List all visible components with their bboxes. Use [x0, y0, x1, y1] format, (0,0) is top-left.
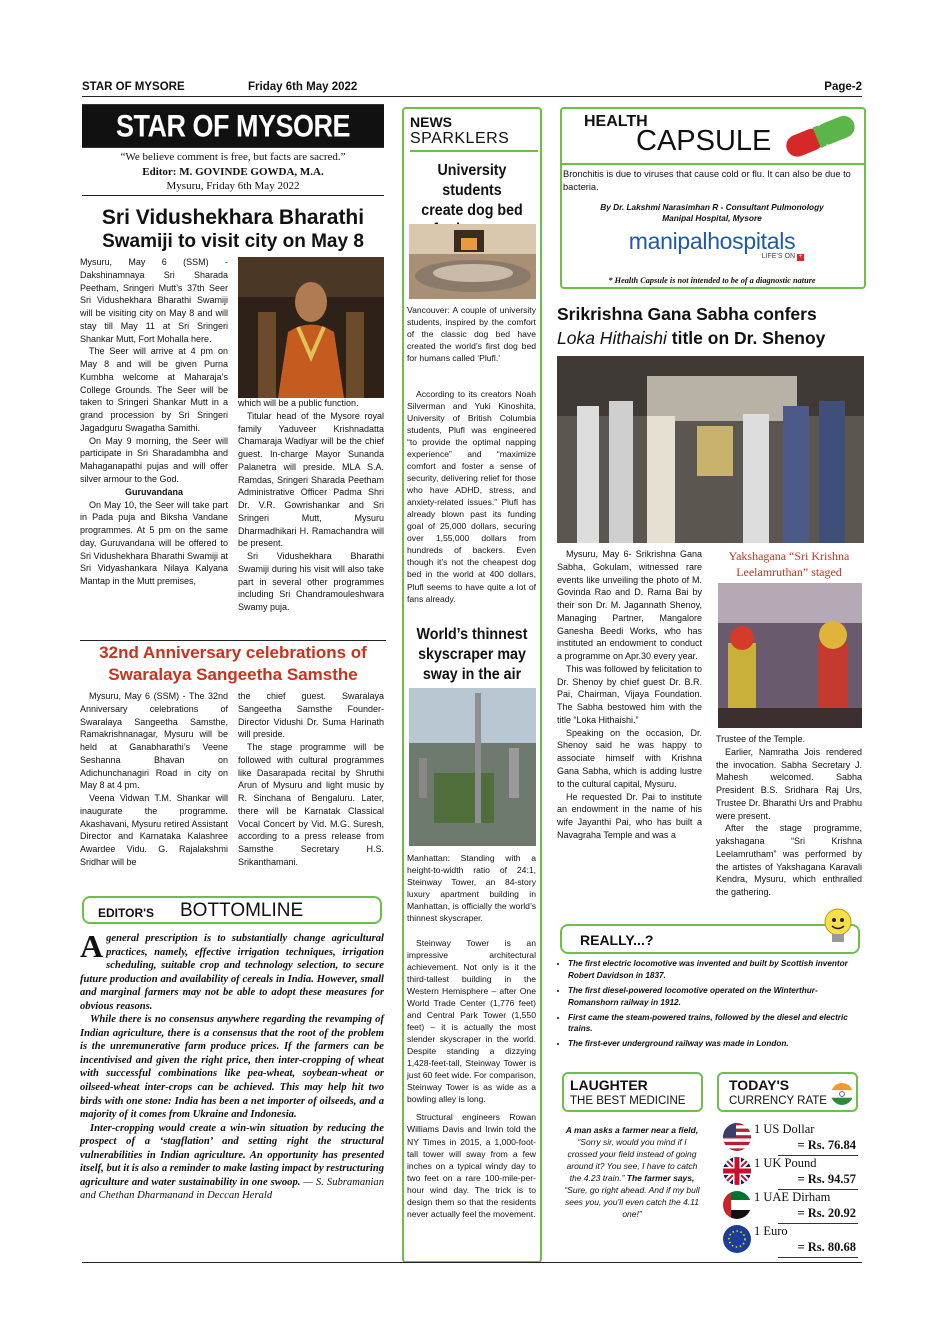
sparklers-p1: According to its creators Noah Silverman and Yuki Kinoshita, University of British Columbia students, Plufl was engineered “to provide the optimal napping experience” and “maximize comfort and foster a sense of security, delivering relief for those who have ADHD, stress, and anxiety-related issues.” Plufl has already blown past its funding goal of 25,000 dollars, securing over 1,55,000 dollars from hundreds of backers. Even though it’s not the cheapest dog bed in the world at 400 dollars, Plufl seems to have quite a lot of fans already. — [407, 389, 536, 604]
currency-name: 1 Euro — [754, 1224, 788, 1238]
story3-headline: Srikrishna Gana Sabha confers Loka Hithaishi title on Dr. Shenoy — [557, 304, 826, 349]
felicitation-image — [557, 356, 864, 543]
sparklers-label1: NEWS — [410, 114, 452, 130]
dog-bed-photo — [409, 224, 536, 299]
laughter-label1: LAUGHTER — [570, 1077, 648, 1093]
story2-para: Mysuru, May 6 (SSM) - The 32nd Anniversary celebrations of Swaralaya Sangeetha Samsthe, Ramakrishnanagar, Mysuru will be held at Ganabharathi’s Veene Seshanna Bhavan on Adichunchanagiri Road in city on May 8 at 4 pm. — [80, 691, 228, 791]
list-item: • The first electric locomotive was invented and built by Scottish inventor Robert Davidson in 1837. — [568, 958, 863, 982]
footer-rule — [82, 1262, 862, 1263]
sparklers-cap2: Manhattan: Standing with a height-to-width ratio of 24:1, Steinway Tower, an 84-story luxury apartment building in Manhattan, is officially the world’s thinnest skyscraper. — [407, 853, 536, 924]
header-date: Friday 6th May 2022 — [248, 81, 358, 93]
editorial-body — [80, 928, 385, 1203]
editorial-label2: BOTTOMLINE — [180, 900, 304, 921]
editorial-credit: — S. Subramanian and Chethan Dharmanand in Deccan Herald — [80, 1176, 384, 1202]
uae-flag-icon — [722, 1190, 752, 1220]
currency-row-aed — [718, 1190, 860, 1224]
really-list — [558, 958, 863, 1053]
story1-para: which will be a public function. — [238, 398, 359, 408]
story3-para: This was followed by felicitation to Dr. Shenoy by chief guest Dr. B.R. Pai, Chairman, Vijaya Foundation. The Sabha bestowed him with the title “Loka Hithaishi.” — [557, 663, 702, 725]
story1-para: Titular head of the Mysore royal family Yaduveer Krishnadatta Chamaraja Wadiyar will be the chief guest. In-charge Mayor Sunanda Palanetra will preside. MLA S.A. Ramdas, Sringeri Sharada Peetham Administrative Officer Padma Shri Dr. V.R. Gowrishankar and Sri Sringeri Mutt, Mysuru Dharmadhikari H. Ramachandra will be present. — [238, 410, 384, 549]
sparklers-h2: World’s thinnest skyscraper may sway in the air — [416, 626, 528, 683]
editorial-label1: EDITOR'S — [98, 906, 154, 920]
eu-flag-icon — [722, 1224, 752, 1254]
sparklers-label — [410, 114, 538, 152]
yakshagana-photo — [718, 583, 862, 728]
story3-para: Earlier, Namratha Jois rendered the invocation. Sabha Secretary J. Mahesh welcomed. Sabha President B.S. Sridhara Raj Urs, Trustee Dr. Bharathi Urs and Prabhu were present. — [716, 746, 862, 821]
health-label1: HEALTH — [584, 113, 648, 130]
story3-para: Mysuru, May 6- Srikrishna Gana Sabha, Gokulam, witnessed rare events like unveiling the photo of M. Govinda Rao and D. Rama Bai by their son Dr. M. Jagannath Shenoy, Managing Partner, Mangalore Ganesha Beedi Works, who has instituted an endowment to conduct a programme on Apr.30 every year. — [557, 549, 702, 662]
capsule-icon — [778, 111, 864, 159]
story1-headline-line1: Sri Vidushekhara Bharathi — [101, 206, 365, 229]
health-text: Bronchitis is due to viruses that cause cold or flu. It can also be due to bacteria. — [563, 169, 851, 193]
header-paper: STAR OF MYSORE — [82, 81, 185, 93]
story1-para: Mysuru, May 6 (SSM) - Dakshinamnaya Sri Sharada Peetham, Sringeri Mutt’s 37th Seer Sri Vidushekhara Bharathi Swamiji will be visiting city on May 8 and will stay till May 11 at Sri Sringeri Shankar Mutt, Fort Mohalla here. — [80, 257, 228, 344]
masthead-title: STAR OF MYSORE — [82, 104, 384, 148]
currency-name: 1 UAE Dirham — [754, 1190, 831, 1204]
story3-title-italic: Loka Hithaishi — [557, 328, 667, 349]
currency-name: 1 US Dollar — [754, 1122, 815, 1136]
story2-para: The stage programme will be followed with cultural programmes like Dasarapada recital by Shruthi Arun of Mysuru and light music by R. Sinchana of Bengaluru. Later, there will be Karnatak Classical Vocal Concert by Vid. M.G. Suresh, according to a press release from Samsthe Secretary H.S. Srikanthamani. — [238, 742, 384, 867]
currency-name: 1 UK Pound — [754, 1156, 817, 1170]
currency-rate: = Rs. 20.92 — [797, 1206, 856, 1220]
story2-para: the chief guest. Swaralaya Sangeetha Samsthe Founder-Director Vidushi Dr. Suma Harinath will preside. — [238, 691, 384, 740]
felicitation-photo — [557, 356, 864, 543]
laughter-joke: A man asks a farmer near a field, “Sorry sir, would you mind if I crossed your field instead of going around it? You see, I have to catch the 4.23 train.” The farmer says, “Sure, go right ahead. And if my bull sees you, you’ll even catch the 4.11 one!” — [564, 1125, 700, 1220]
health-by: By Dr. Lakshmi Narasimhan R - Consultant Pulmonology Manipal Hospital, Mysore — [600, 202, 824, 224]
skyscraper-image — [409, 688, 536, 846]
sparklers-label2: SPARKLERS — [410, 130, 538, 152]
swamiji-figure — [238, 257, 384, 398]
laughter-label-box — [562, 1072, 703, 1112]
list-item: • The first diesel-powered locomotive operated on the Winterthur-Romanshorn railway in 1912. — [568, 985, 863, 1009]
story3-para: Trustee of the Temple. — [716, 734, 806, 744]
story1-headline-line2: Swamiji to visit city on May 8 — [102, 231, 364, 252]
story1-para: On May 9 morning, the Seer will participate in Sri Sharadambha and Mahaganapathi pujas and will offer silver armour to the God. — [80, 435, 228, 485]
bulb-icon — [818, 905, 858, 947]
dog-bed-image — [409, 224, 536, 299]
currency-label2: CURRENCY RATE — [729, 1095, 827, 1107]
story2-col1 — [80, 690, 228, 869]
story2-para: Veena Vidwan T.M. Shankar will inaugurate the programme. Akashavani, Mysuru retired Assistant Director and Karnataka Kalashree Awardee Vidu. G. Rajalakshmi Sridhar will be — [80, 793, 228, 867]
story1-col1 — [80, 256, 228, 588]
skyscraper-photo — [409, 688, 536, 846]
editorial-dropcap: A — [80, 928, 104, 964]
yakshagana-image — [718, 583, 862, 728]
editorial-para: While there is no consensus anywhere regarding the revamping of Indian agriculture, there is a consensus that the root of the problem is the unremunerative farm produce prices. If the farmers can be incentivised and given the right price, then inter-cropping of wheat with successful combinations like pea-wheat, soybean-wheat or oilseed-wheat inter-crops can be achieved. This may help hit two birds with one stone: India has been a net importer of oilseeds, and a majority of it comes from Ukraine and Indonesia. — [80, 1014, 384, 1121]
story1-para: On May 10, the Seer will take part in Pada puja and Biksha Vandane programmes. At 5 pm on the same day, Guruvandana will be offered to Sri Vidushekhara Bharathi Swamiji at Sri Vidyashankara Nilaya Kalyana Mantap in the Mutt premises, — [80, 499, 228, 587]
health-note: * Health Capsule is not intended to be of a diagnostic nature — [608, 276, 816, 285]
logo-tagline: LIFE’S ON + — [761, 253, 803, 260]
logo-part2: hospitals — [707, 228, 796, 254]
story1-subhead: Guruvandana — [124, 486, 183, 497]
story1-headline — [82, 206, 384, 253]
story3-para: After the stage programme, yakshagana “Sri Krishna Leelamrutham” was performed by the artistes of Yakshagana Karavali Kendra, Mysuru, which enthralled the gathering. — [716, 823, 862, 898]
uk-flag-icon — [722, 1156, 752, 1186]
masthead — [82, 107, 384, 196]
story2-headline-line1: 32nd Anniversary celebrations of — [99, 643, 367, 662]
story3-col1 — [557, 548, 702, 842]
editorial-para: Ageneral prescription is to substantially change agricultural practices, namely, effective irrigation techniques, irrigation scheduling, suitable crop and technology selection, to secure future production and availability of cereals in India. However, small and marginal farmers may not be able to adopt these measures for obvious reasons. — [80, 928, 384, 1012]
list-item: • The first-ever underground railway was made in London. — [568, 1038, 863, 1050]
sparklers-p2: Steinway Tower is an impressive architectural achievement. Not only is it the third-tallest building in the Western Hemisphere – after One World Trade Center (1,776 feet) and Central Park Tower (1,550 feet) – it is actually the most slender skyscraper in the world. Despite standing a dizzying 1,428-feet-tall, Steinway Tower is just 60 feet wide. For comparison, Steinway Tower is as wide as a bowling alley is long. Structural engineers Rowan Williams Davis and Irwin told the NY Times in 2015, a 1,000-foot-tall tower will sway from a few inches on a typical windy day to two feet on a rare 100-mile-per-hour wind day. The trick is to design them so that the residents never actually feel the movement. — [407, 938, 536, 1219]
yakshagana-head: Yakshagana “Sri Krishna Leelamruthan” staged — [728, 549, 850, 580]
story2-col2 — [238, 690, 384, 869]
masthead-motto: “We believe comment is free, but facts are sacred.” — [120, 151, 346, 163]
story2-headline-line2: Swaralaya Sangeetha Samsthe — [108, 665, 358, 685]
really-label: REALLY...? — [580, 932, 654, 948]
really-label-box — [560, 924, 860, 954]
editorial-label-box — [82, 896, 382, 924]
masthead-editor: Editor: M. GOVINDE GOWDA, M.A. — [142, 166, 324, 178]
health-title — [566, 111, 856, 163]
us-flag-icon — [722, 1122, 752, 1152]
story2-headline — [80, 640, 386, 686]
top-header — [82, 79, 862, 97]
currency-row-usd — [718, 1122, 860, 1156]
story1-col2 — [238, 397, 384, 614]
list-item: • First came the steam-powered trains, followed by the diesel and electric trains. — [568, 1012, 863, 1036]
story3-para: Speaking on the occasion, Dr. Shenoy said he was happy to associate himself with Krishna Gana Sabha, which is adding lustre to the cultural capital, Mysuru. — [557, 727, 702, 789]
health-label2: CAPSULE — [636, 125, 772, 157]
sparklers-cap1: Vancouver: A couple of university students, inspired by the comfort of the classic dog bed have created the world’s first dog bed for humans called ‘Plufl.’ — [407, 305, 536, 364]
currency-label1: TODAY'S — [729, 1077, 790, 1093]
currency-rate: = Rs. 80.68 — [797, 1240, 856, 1254]
currency-rate: = Rs. 76.84 — [797, 1138, 856, 1152]
swamiji-photo — [238, 257, 384, 398]
currency-row-gbp — [718, 1156, 860, 1190]
currency-rate: = Rs. 94.57 — [797, 1172, 856, 1186]
laughter-label2: THE BEST MEDICINE — [570, 1095, 686, 1107]
health-rule — [562, 163, 864, 165]
story1-para: Sri Vidushekhara Bharathi Swamiji during his visit will also take part in several other programmes including Sri Chandramouleshwara Swamy puja. — [238, 551, 384, 613]
currency-label-box — [717, 1072, 858, 1112]
india-flag-icon — [831, 1083, 853, 1105]
masthead-dateline: Mysuru, Friday 6th May 2022 — [82, 180, 384, 196]
currency-row-eur — [718, 1224, 860, 1258]
story3-para: He requested Dr. Pai to institute an endowment in the name of his wife Jayanthi Pai, who has built a Navagraha Temple and was a — [557, 791, 702, 840]
header-page: Page-2 — [824, 81, 862, 93]
sparklers-h1: University students create dog bed — [421, 162, 523, 219]
story1-para: The Seer will arrive at 4 pm on May 8 and will be given Purna Kumbha welcome at Maharaja’s College Grounds. The Seer will be taken to Sringeri Shankar Mutt in a grand procession by Sri Sringeri Jagadguru Swagatha Samithi. — [80, 346, 228, 433]
story3-col2 — [716, 733, 862, 899]
logo-part1: manipal — [628, 228, 708, 254]
manipal-logo — [562, 228, 862, 261]
editorial-para: Inter-cropping would create a win-win situation by reducing the prospect of a ‘stagflation’ and setting right the structural vulnerabilities in Indian agriculture. An opportunity has presented itself, but it is also a reminder to make lasting impact by restructuring agriculture and water sustainability in one swoop. — S. Subramanian and Chethan Dharmanand in Deccan Herald — [80, 1122, 385, 1202]
